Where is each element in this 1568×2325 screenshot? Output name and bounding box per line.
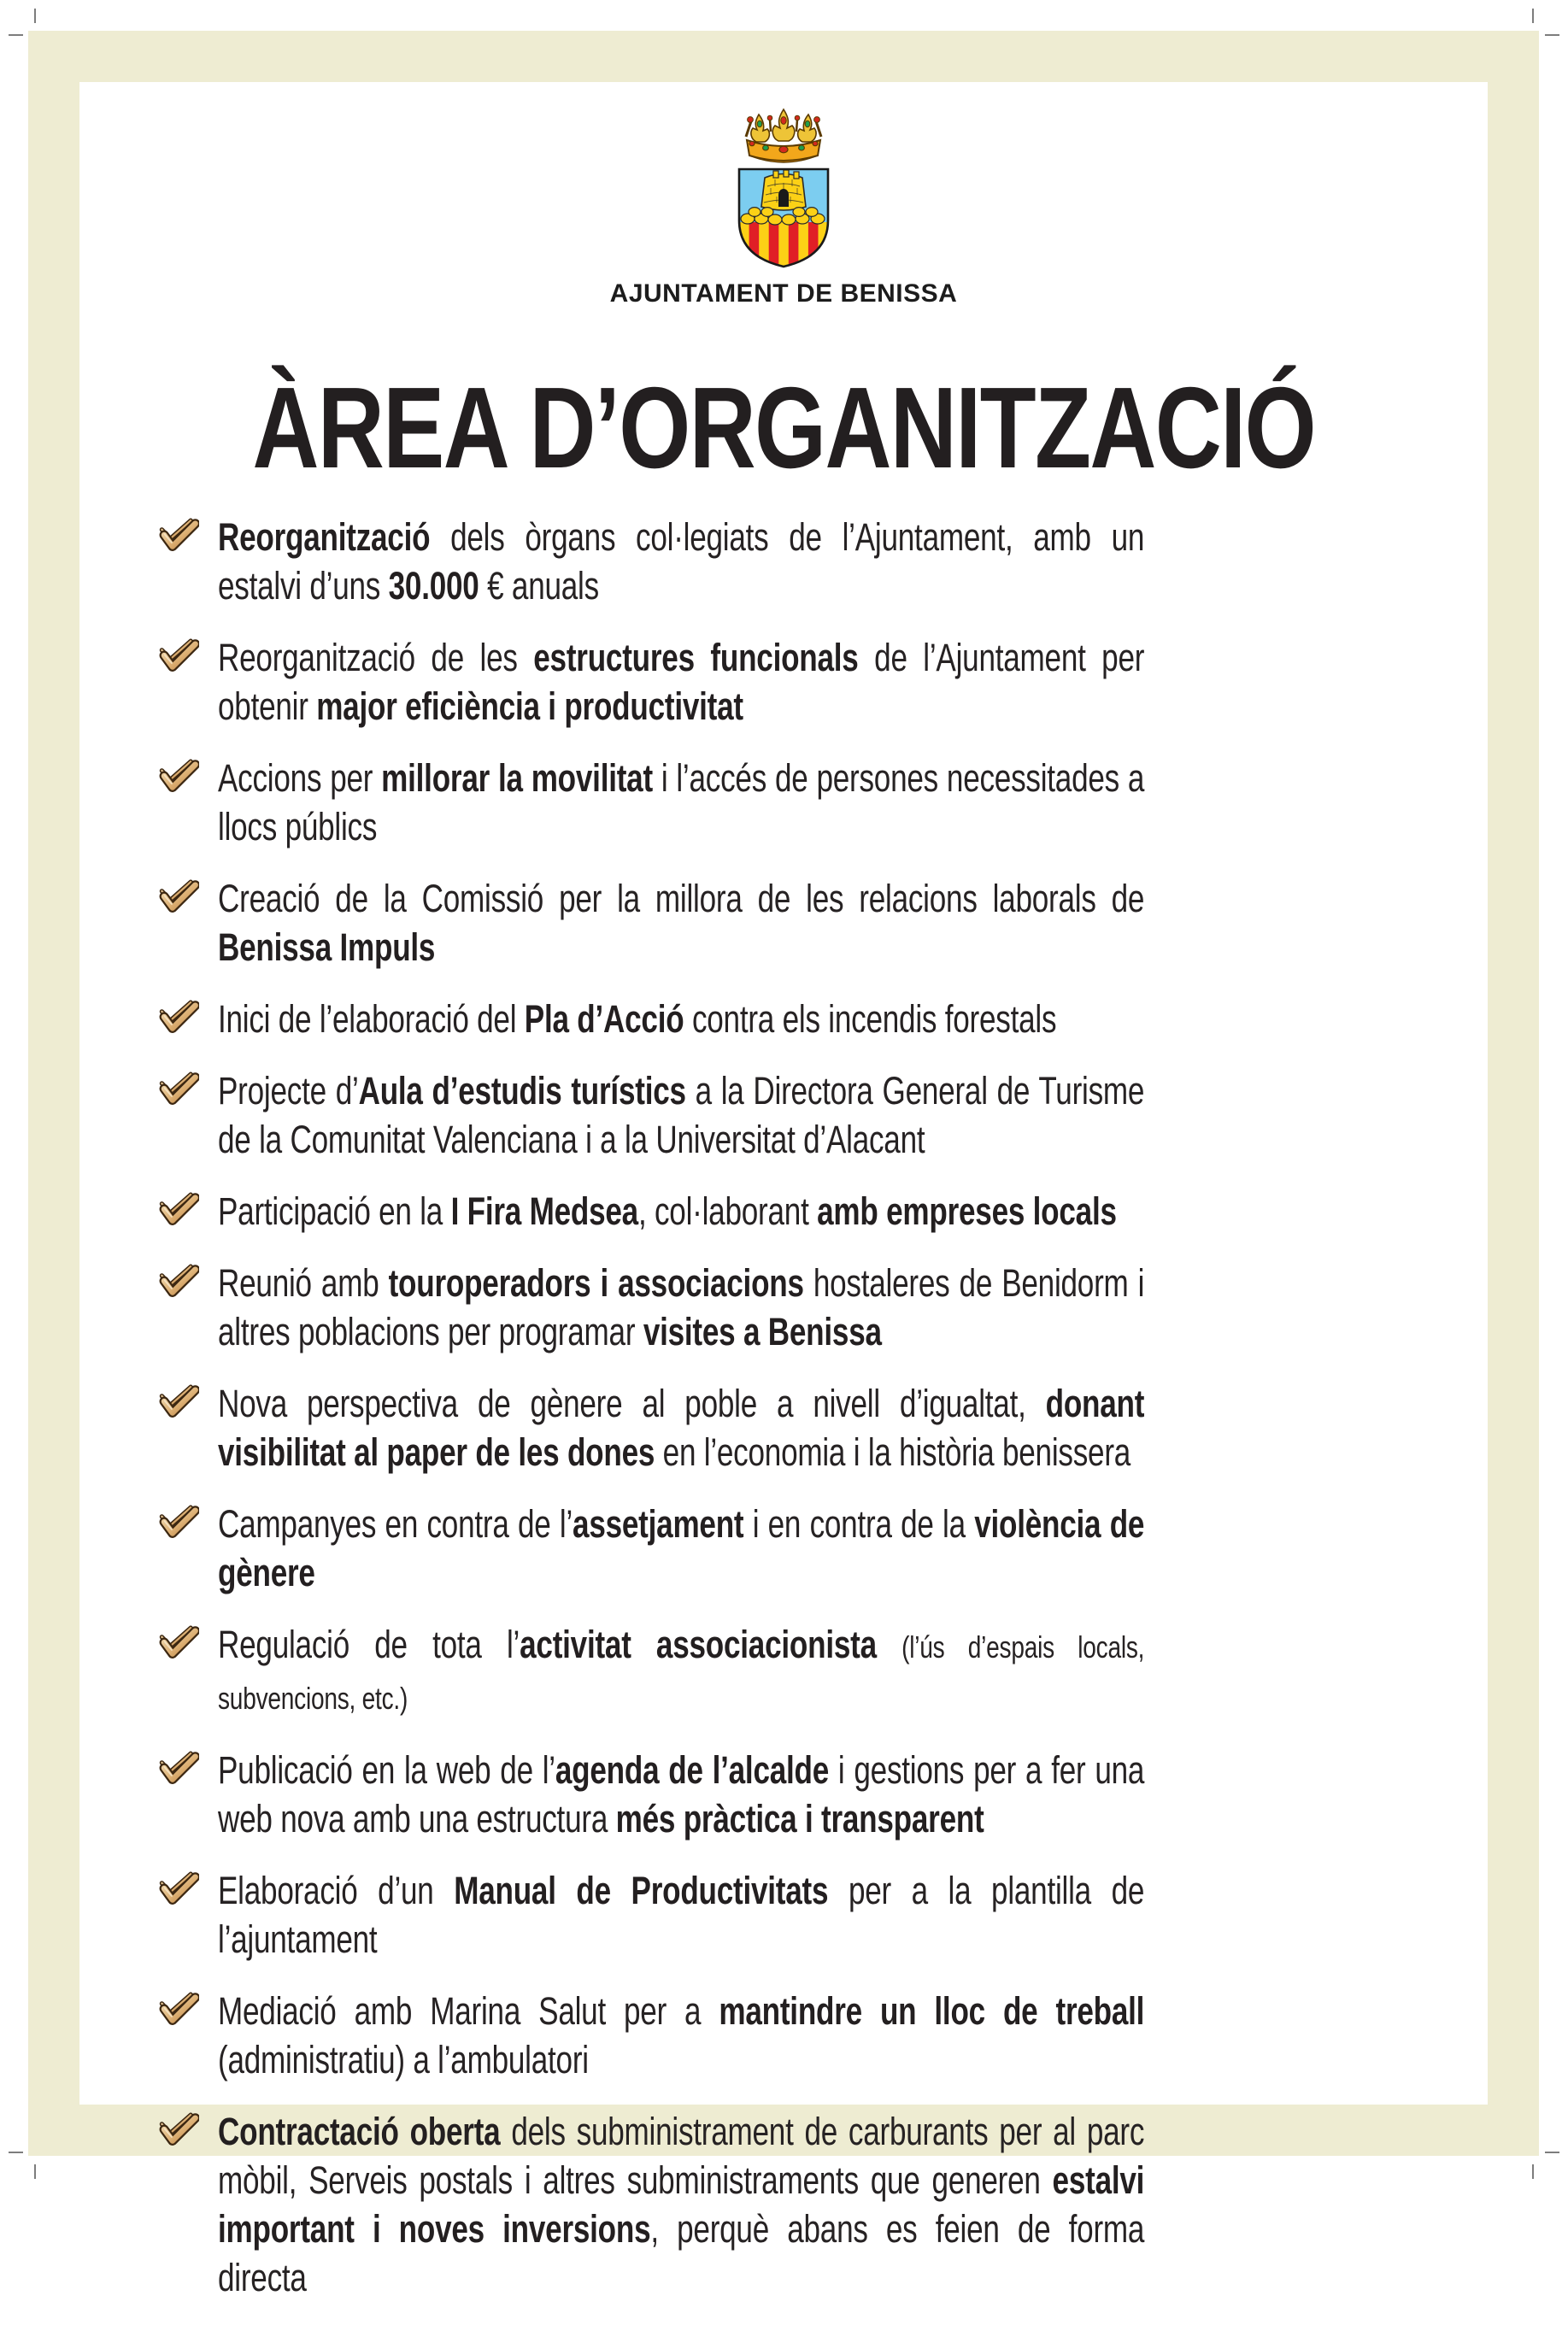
item-text-run: dels òrgans col·legiats de l’Ajuntament, amb un estalvi d’uns: [218, 515, 1145, 608]
item-text-run: Mediació amb Marina Salut per a: [218, 1989, 719, 2033]
checklist-item: [158, 1987, 1406, 2084]
item-text: [218, 1500, 1144, 1597]
item-text-bold: Aula d’estudis turístics: [358, 1069, 686, 1113]
item-text: [218, 1187, 1144, 1236]
item-text-run: (l’ús d’espais locals, subvencions, etc.): [218, 1629, 1145, 1716]
checkmark-icon: [158, 1871, 199, 1907]
item-text-bold: visites a Benissa: [643, 1310, 882, 1353]
item-text: [218, 995, 1144, 1043]
checkmark-icon: [158, 638, 199, 674]
page-title-text: ÀREA D’ORGANITZACIÓ: [252, 363, 1315, 493]
item-text-bold: amb empreses locals: [817, 1189, 1117, 1233]
item-text-bold: mantindre un lloc de treball: [719, 1989, 1145, 2033]
item-text-run: Reorganització de les: [218, 636, 534, 679]
item-text-bold: violència de gènere: [218, 1502, 1145, 1594]
item-text-run: en l’economia i la història benissera: [655, 1430, 1131, 1474]
checklist-item: [158, 2107, 1406, 2302]
item-text: [218, 1987, 1144, 2084]
item-text-run: Publicació en la web de l’: [218, 1748, 555, 1792]
item-text-bold: estalvi important i noves inversions: [218, 2158, 1145, 2251]
item-text: [218, 1066, 1144, 1164]
checkmark-icon: [158, 1384, 199, 1420]
item-text-run: Nova perspectiva de gènere al poble a nivell d’igualtat,: [218, 1382, 1046, 1425]
crop-mark: [1545, 34, 1559, 36]
crop-mark: [9, 34, 23, 36]
item-text-bold: Benissa Impuls: [218, 925, 436, 969]
crop-mark: [34, 9, 36, 23]
benissa-coat-of-arms-icon: [732, 108, 835, 272]
item-text-bold: major eficiència i productivitat: [316, 684, 743, 728]
item-text: [218, 633, 1144, 731]
item-text: [218, 1379, 1144, 1477]
checkmark-icon: [158, 1264, 199, 1300]
item-text: [218, 1259, 1144, 1356]
item-text-bold: Manual de Productivitats: [454, 1869, 829, 1912]
item-text-run: Participació en la: [218, 1189, 451, 1233]
checkmark-icon: [158, 1505, 199, 1541]
item-text-bold: touroperadors i associacions: [388, 1261, 804, 1305]
checklist-item: [158, 1066, 1406, 1164]
item-text-run: Campanyes en contra de l’: [218, 1502, 573, 1546]
item-text-bold: agenda de l’alcalde: [555, 1748, 830, 1792]
item-text: [218, 874, 1144, 972]
checklist-item: [158, 1746, 1406, 1843]
item-text: [218, 1866, 1144, 1964]
checklist-item: [158, 1500, 1406, 1597]
checklist-item: [158, 1379, 1406, 1477]
item-text-run: [877, 1623, 901, 1666]
item-text-run: contra els incendis forestals: [684, 997, 1057, 1041]
item-text-run: Regulació de tota l’: [218, 1623, 520, 1666]
checkmark-icon: [158, 759, 199, 795]
checkmark-icon: [158, 1992, 199, 2028]
item-text-bold: 30.000: [388, 564, 479, 608]
checkmark-icon: [158, 1071, 199, 1107]
crown-icon: [746, 109, 821, 162]
page-title: [79, 363, 1488, 493]
checkmark-icon: [158, 1751, 199, 1787]
checklist-item: [158, 874, 1406, 972]
shield-icon: [739, 169, 828, 268]
crop-mark: [1532, 2164, 1534, 2179]
item-text-run: € anuals: [479, 564, 599, 608]
item-text-run: Elaboració d’un: [218, 1869, 455, 1912]
item-text: [218, 513, 1144, 610]
crop-mark: [34, 2164, 36, 2179]
item-text-bold: I Fira Medsea: [450, 1189, 638, 1233]
item-text-bold: donant visibilitat al paper de les dones: [218, 1382, 1145, 1474]
checkmark-icon: [158, 879, 199, 915]
item-text-run: i l’accés de persones necessitades a llocs públics: [218, 756, 1145, 848]
item-text-bold: millorar la movilitat: [381, 756, 653, 800]
crop-mark: [9, 2152, 23, 2153]
checklist-item: [158, 754, 1406, 851]
page-content-area: [79, 82, 1488, 2299]
checklist-item: [158, 1187, 1406, 1236]
item-text-run: Accions per: [218, 756, 382, 800]
item-text-run: dels subministrament de carburants per al parc mòbil, Serveis postals i altres subministraments que generen: [218, 2110, 1145, 2202]
item-text-run: , perquè abans es feien de forma directa: [218, 2207, 1145, 2299]
item-text-run: , col·laborant: [637, 1189, 818, 1233]
checklist: [158, 513, 1406, 2325]
checkmark-icon: [158, 518, 199, 554]
item-text: [218, 1620, 1144, 1723]
checkmark-icon: [158, 2112, 199, 2148]
item-text-run: (administratiu) a l’ambulatori: [218, 2038, 589, 2081]
item-text-bold: estructures funcionals: [533, 636, 859, 679]
item-text-run: Projecte d’: [218, 1069, 359, 1113]
item-text-run: Inici de l’elaboració del: [218, 997, 525, 1041]
checklist-item: [158, 633, 1406, 731]
item-text-run: per a la plantilla de l’ajuntament: [218, 1869, 1145, 1961]
checkmark-icon: [158, 1192, 199, 1228]
item-text-run: de l’Ajuntament per obtenir: [218, 636, 1145, 728]
item-text-bold: Reorganització: [218, 515, 431, 559]
item-text-run: i en contra de la: [743, 1502, 975, 1546]
checkmark-icon: [158, 1000, 199, 1036]
page-border-frame: [28, 31, 1539, 2299]
item-text-bold: activitat associacionista: [520, 1623, 877, 1666]
item-text-run: hostaleres de Benidorm i altres poblacions per programar: [218, 1261, 1145, 1353]
checklist-item: [158, 1259, 1406, 1356]
checklist-item: [158, 1866, 1406, 1964]
item-text-bold: assetjament: [573, 1502, 744, 1546]
item-text: [218, 754, 1144, 851]
org-label: AJUNTAMENT DE BENISSA: [609, 279, 958, 308]
crop-mark: [1545, 2152, 1559, 2153]
crop-mark: [1532, 9, 1534, 23]
item-text-bold: Contractació oberta: [218, 2110, 501, 2153]
item-text-bold: Pla d’Acció: [524, 997, 684, 1041]
checklist-item: [158, 995, 1406, 1043]
item-text: [218, 2107, 1144, 2302]
item-text-run: a la Directora General de Turisme de la Comunitat Valenciana i a la Universitat d’Alacant: [218, 1069, 1145, 1161]
item-text-bold: més pràctica i transparent: [615, 1797, 984, 1841]
item-text-run: Creació de la Comissió per la millora de les relacions laborals de: [218, 877, 1145, 920]
item-text-run: i gestions per a fer una web nova amb una estructura: [218, 1748, 1145, 1841]
checkmark-icon: [158, 1625, 199, 1661]
item-text-run: Reunió amb: [218, 1261, 389, 1305]
item-text: [218, 1746, 1144, 1843]
checklist-item: [158, 513, 1406, 610]
checklist-item: [158, 1620, 1406, 1723]
